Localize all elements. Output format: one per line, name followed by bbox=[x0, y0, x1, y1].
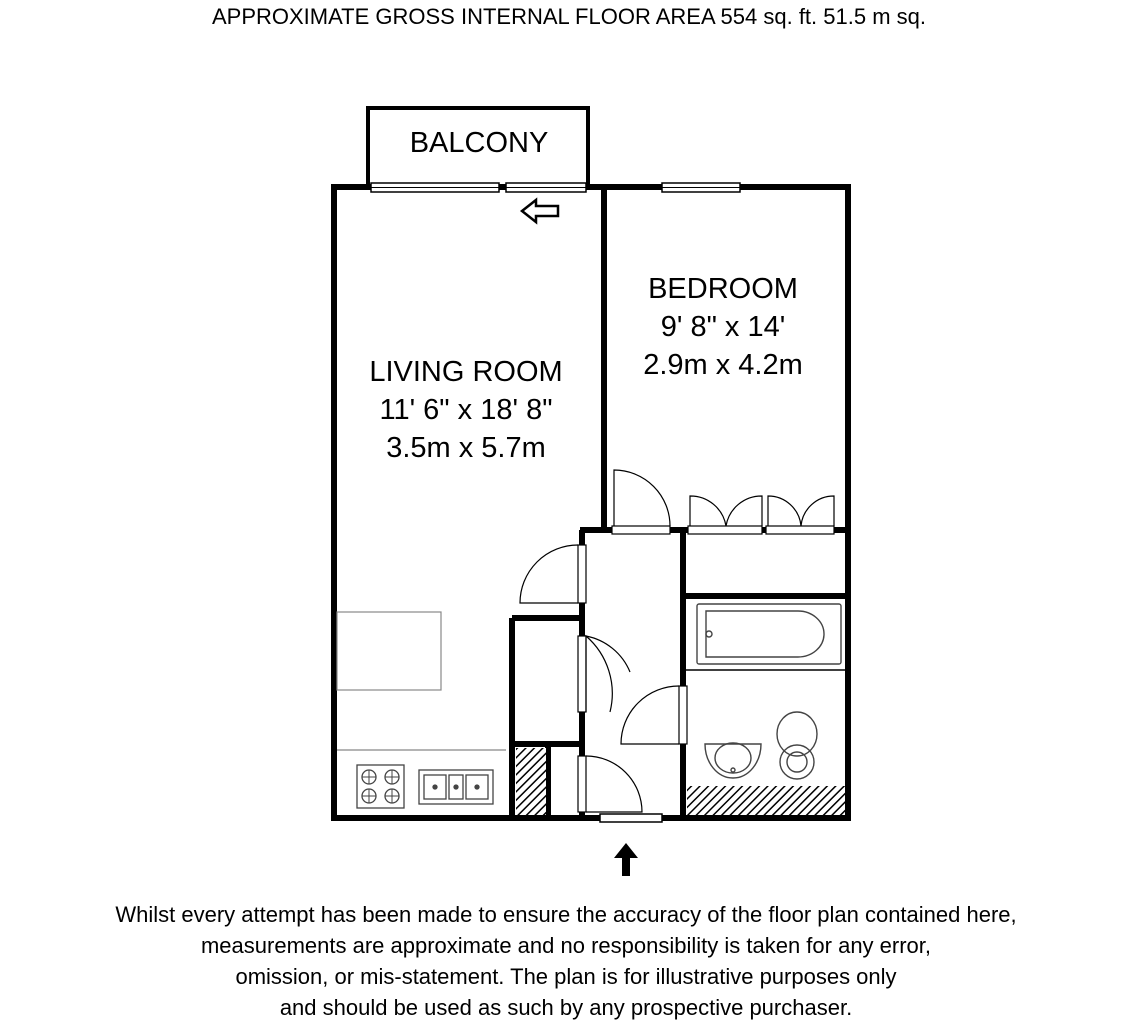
disclaimer bbox=[115, 902, 1016, 1020]
hob-icon bbox=[357, 765, 404, 808]
basin-icon bbox=[705, 743, 761, 778]
disclaimer-line: omission, or mis-statement. The plan is for illustrative purposes only bbox=[235, 964, 897, 989]
disclaimer-line: measurements are approximate and no responsibility is taken for any error, bbox=[200, 933, 932, 958]
living-room-size-metric: 3.5m x 5.7m bbox=[386, 432, 546, 464]
toilet-icon bbox=[777, 712, 817, 779]
living-room-fixtures bbox=[337, 612, 506, 750]
floor-area-title: APPROXIMATE GROSS INTERNAL FLOOR AREA 554 sq. ft. 51.5 m sq. bbox=[211, 4, 927, 29]
arrow-up-icon bbox=[614, 843, 638, 876]
disclaimer-line: and should be used as such by any prospective purchaser. bbox=[279, 995, 853, 1020]
arrow-left-icon bbox=[522, 200, 558, 222]
bathtub-icon bbox=[697, 604, 841, 664]
disclaimer-line: Whilst every attempt has been made to ensure the accuracy of the floor plan contained here, bbox=[115, 902, 1017, 927]
living-room-size-imperial: 11' 6" x 18' 8" bbox=[379, 394, 553, 426]
bedroom-size-metric: 2.9m x 4.2m bbox=[643, 349, 803, 381]
duct-bathroom bbox=[687, 786, 845, 815]
living-room-name: LIVING ROOM bbox=[369, 356, 563, 388]
duct-left bbox=[516, 748, 546, 815]
bedroom-label bbox=[643, 273, 803, 381]
entrance-door bbox=[600, 814, 662, 822]
kitchen-sink-icon bbox=[419, 770, 493, 804]
balcony-label: BALCONY bbox=[409, 127, 549, 159]
living-room-label bbox=[369, 356, 562, 464]
bedroom-name: BEDROOM bbox=[648, 273, 798, 305]
bedroom-size-imperial: 9' 8" x 14' bbox=[660, 311, 786, 343]
top-wall-openings bbox=[371, 183, 740, 192]
table bbox=[337, 612, 441, 690]
balcony bbox=[368, 108, 588, 186]
